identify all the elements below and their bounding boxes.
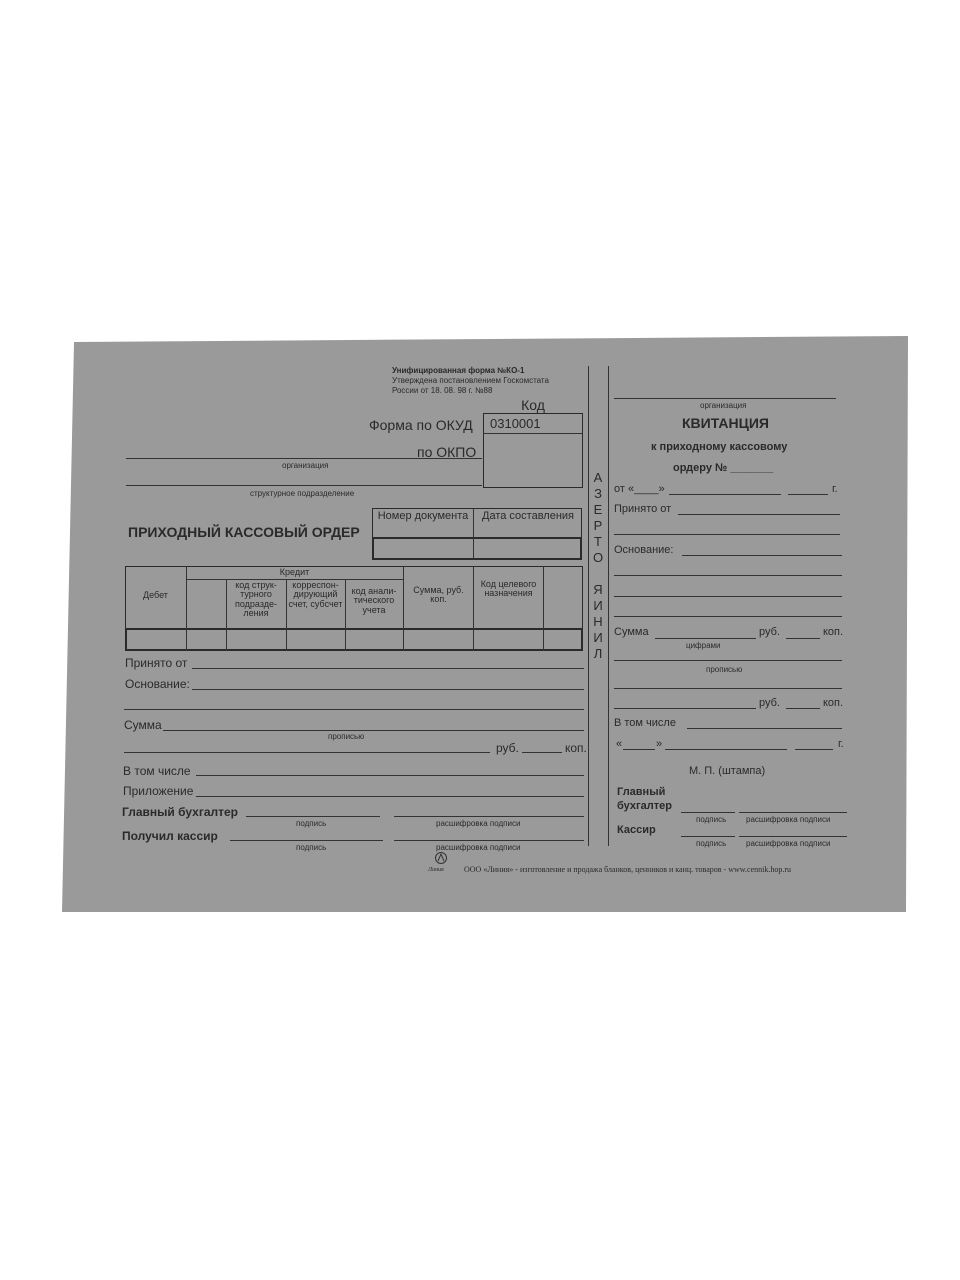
receipt-chief-label-1: Главный <box>617 786 666 798</box>
receipt-accepted-from-label: Принято от <box>614 503 672 515</box>
receipt-title: КВИТАНЦИЯ <box>682 415 769 431</box>
receipt-year-line <box>795 749 833 750</box>
rub-label: руб. <box>496 741 519 755</box>
receipt-rub-label: руб. <box>759 626 780 638</box>
kop-line <box>522 752 562 753</box>
receipt-basis-line <box>682 555 842 556</box>
sum-words-line <box>124 752 490 753</box>
subdivision-line <box>126 485 482 486</box>
receipt-kop-line-2 <box>786 708 820 709</box>
receipt-chief-decode-line <box>739 812 847 813</box>
col-target-code: Код целевого назначения <box>480 579 537 599</box>
chief-signature-line <box>246 816 380 817</box>
receipt-chief-label-2: бухгалтер <box>617 800 672 812</box>
receipt-rub-label-2: руб. <box>759 697 780 709</box>
doc-values-box <box>372 537 582 560</box>
doc-date-header: Дата составления <box>482 510 574 522</box>
accounting-table-values <box>125 628 583 651</box>
cashier-signature-line <box>230 840 383 841</box>
approved-line-2: России от 18. 08. 98 г. №88 <box>392 386 493 395</box>
receipt-basis-line-4 <box>614 616 842 617</box>
col-sum: Сумма, руб. коп. <box>413 585 464 605</box>
receipt-including-line <box>687 728 842 729</box>
receipt-month-line <box>665 749 787 750</box>
kod-box-divider <box>483 433 583 434</box>
including-label: В том числе <box>123 764 191 778</box>
col-debet: Дебет <box>143 590 168 600</box>
doc-box-divider <box>473 508 474 560</box>
receipt-order-no: ордеру № _______ <box>673 462 774 474</box>
receipt-chief-decode-caption: расшифровка подписи <box>746 815 831 824</box>
publisher-logo-text: Линия <box>428 867 444 873</box>
okud-label: Форма по ОКУД <box>369 417 473 433</box>
okud-value: 0310001 <box>490 416 541 431</box>
sum-in-words-caption: прописью <box>328 732 365 741</box>
receipt-cashier-label: Кассир <box>617 824 656 836</box>
including-line <box>196 775 584 776</box>
receipt-stamp-label: М. П. (штампа) <box>689 765 766 777</box>
receipt-date-open: « <box>616 738 623 750</box>
receipt-words-line-3 <box>614 708 756 709</box>
approved-line-1: Утверждена постановлением Госкомстата <box>392 376 549 385</box>
doc-number-header: Номер документа <box>377 510 469 522</box>
cashier-decode-line <box>394 840 584 841</box>
receipt-digits-caption: цифрами <box>686 641 721 650</box>
order-title: ПРИХОДНЫЙ КАССОВЫЙ ОРДЕР <box>128 524 360 540</box>
receipt-basis-line-2 <box>614 575 842 576</box>
sum-line <box>163 730 584 731</box>
receipt-kop-line <box>786 638 820 639</box>
col-corr-account: корреспон-дирующий счет, субсчет <box>288 580 343 609</box>
receipt-basis-label: Основание: <box>614 544 674 556</box>
table-col-sep <box>543 566 544 651</box>
accepted-from-line <box>192 668 584 669</box>
receipt-sum-digits-line <box>655 638 756 639</box>
receipt-cashier-signature-line <box>681 836 735 837</box>
receipt-words-line <box>614 660 842 661</box>
attachment-line <box>196 796 584 797</box>
receipt-date-prefix: от «____» <box>614 483 665 495</box>
receipt-date-year-line <box>788 494 828 495</box>
org-caption: организация <box>282 461 329 470</box>
receipt-year-suffix: г. <box>832 483 838 495</box>
sum-label: Сумма <box>124 718 162 732</box>
subdivision-caption: структурное подразделение <box>250 489 355 498</box>
receipt-org-line <box>614 398 836 399</box>
kod-header: Код <box>521 397 545 413</box>
cut-line-right <box>608 366 609 846</box>
cashier-signature-caption: подпись <box>296 843 327 852</box>
receipt-kop-label: коп. <box>823 626 844 638</box>
cashier-decode-caption: расшифровка подписи <box>436 843 521 852</box>
org-line <box>126 458 482 459</box>
receipt-in-words-caption: прописью <box>706 665 743 674</box>
chief-accountant-label: Главный бухгалтер <box>122 805 239 819</box>
table-col-sep <box>473 566 474 651</box>
receipt-chief-signature-line <box>681 812 735 813</box>
publisher-line: ООО «Линия» - изготовление и продажа бланков, ценников и канц. товаров - www.cennik.hop.ru <box>464 865 792 874</box>
accepted-from-label: Принято от <box>125 656 188 670</box>
col-kredit: Кредит <box>279 567 310 577</box>
okpo-label: по ОКПО <box>417 444 477 460</box>
receipt-date-month-line <box>669 494 781 495</box>
col-analytic-code: код анали-тического учета <box>351 586 397 615</box>
table-col-sep <box>403 566 404 651</box>
receipt-day-line <box>623 749 655 750</box>
cut-line-left <box>588 366 589 846</box>
receipt-cashier-decode-line <box>739 836 847 837</box>
receipt-cashier-decode-caption: расшифровка подписи <box>746 839 831 848</box>
basis-label: Основание: <box>125 677 190 691</box>
receipt-org-caption: организация <box>700 401 747 410</box>
receipt-subtitle: к приходному кассовому <box>651 441 788 453</box>
cashier-received-label: Получил кассир <box>122 829 218 843</box>
receipt-cashier-signature-caption: подпись <box>696 839 727 848</box>
col-struct-code: код струк-турного подразде-ления <box>234 580 278 619</box>
attachment-label: Приложение <box>123 784 194 798</box>
kop-label: коп. <box>565 741 587 755</box>
chief-signature-caption: подпись <box>296 819 327 828</box>
receipt-accepted-line-2 <box>614 534 840 535</box>
receipt-year-suffix-2: г. <box>838 738 844 750</box>
chief-decode-line <box>394 816 584 817</box>
cut-line-label: А З Е Р Т О Я И Н И Л <box>592 470 604 661</box>
chief-decode-caption: расшифровка подписи <box>436 819 521 828</box>
form-title: Унифицированная форма №КО-1 <box>392 366 525 375</box>
basis-line <box>192 689 584 690</box>
receipt-basis-line-3 <box>614 596 842 597</box>
receipt-accepted-line <box>678 514 840 515</box>
receipt-date-close: » <box>656 738 663 750</box>
basis-line-2 <box>124 709 584 710</box>
receipt-sum-label: Сумма <box>614 626 649 638</box>
receipt-including-label: В том числе <box>614 717 676 729</box>
receipt-kop-label-2: коп. <box>823 697 844 709</box>
receipt-chief-signature-caption: подпись <box>696 815 727 824</box>
receipt-words-line-2 <box>614 688 842 689</box>
